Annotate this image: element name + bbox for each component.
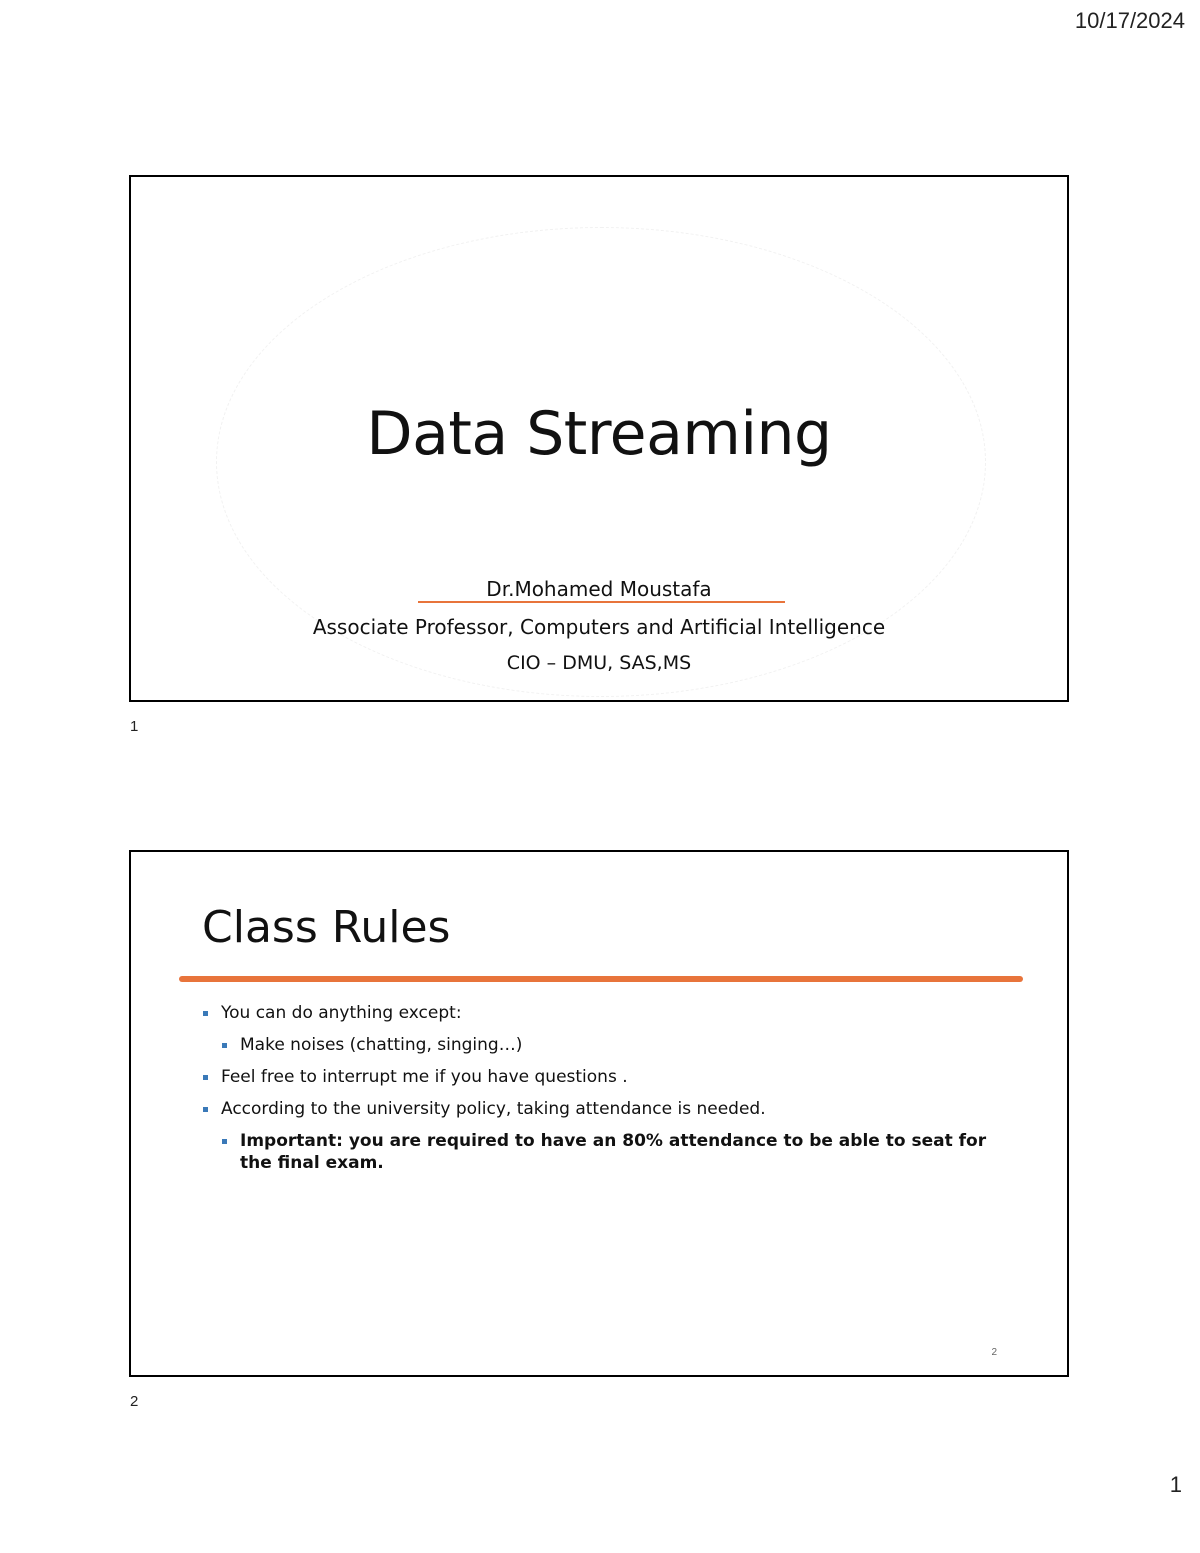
bullet-text: You can do anything except: (221, 1003, 462, 1023)
square-bullet-icon (222, 1139, 227, 1144)
slide-title: Data Streaming (366, 399, 832, 469)
square-bullet-icon (203, 1011, 208, 1016)
presenter-role: Associate Professor, Computers and Artificial Intelligence (312, 615, 886, 639)
bullet-text: Make noises (chatting, singing…) (240, 1035, 523, 1055)
bullet-item (201, 1098, 1001, 1120)
slide-caption-2: 2 (130, 1393, 139, 1410)
slide-number: 2 (991, 1347, 997, 1358)
bullet-text: According to the university policy, taking attendance is needed. (221, 1099, 766, 1119)
bullet-item (201, 1066, 1001, 1088)
square-bullet-icon (203, 1107, 208, 1112)
sub-bullet-item (220, 1130, 1001, 1174)
presenter-affiliation: CIO – DMU, SAS,MS (506, 652, 692, 674)
title-accent-line (179, 976, 1023, 982)
square-bullet-icon (203, 1075, 208, 1080)
slide-1 (129, 175, 1069, 702)
bullet-text: Feel free to interrupt me if you have questions . (221, 1067, 628, 1087)
square-bullet-icon (222, 1043, 227, 1048)
slide-title: Class Rules (202, 902, 451, 953)
presenter-underline (418, 601, 785, 603)
slide-2 (129, 850, 1069, 1377)
page-number: 1 (1169, 1472, 1182, 1497)
sub-bullet-item (220, 1034, 1001, 1056)
page-date: 10/17/2024 (1074, 8, 1185, 33)
presenter-name: Dr.Mohamed Moustafa (486, 577, 712, 601)
bullet-list (201, 1002, 1001, 1184)
slide-caption-1: 1 (130, 718, 139, 735)
bullet-item (201, 1002, 1001, 1024)
bullet-text: Important: you are required to have an 80% attendance to be able to seat for the final exam. (240, 1131, 987, 1173)
